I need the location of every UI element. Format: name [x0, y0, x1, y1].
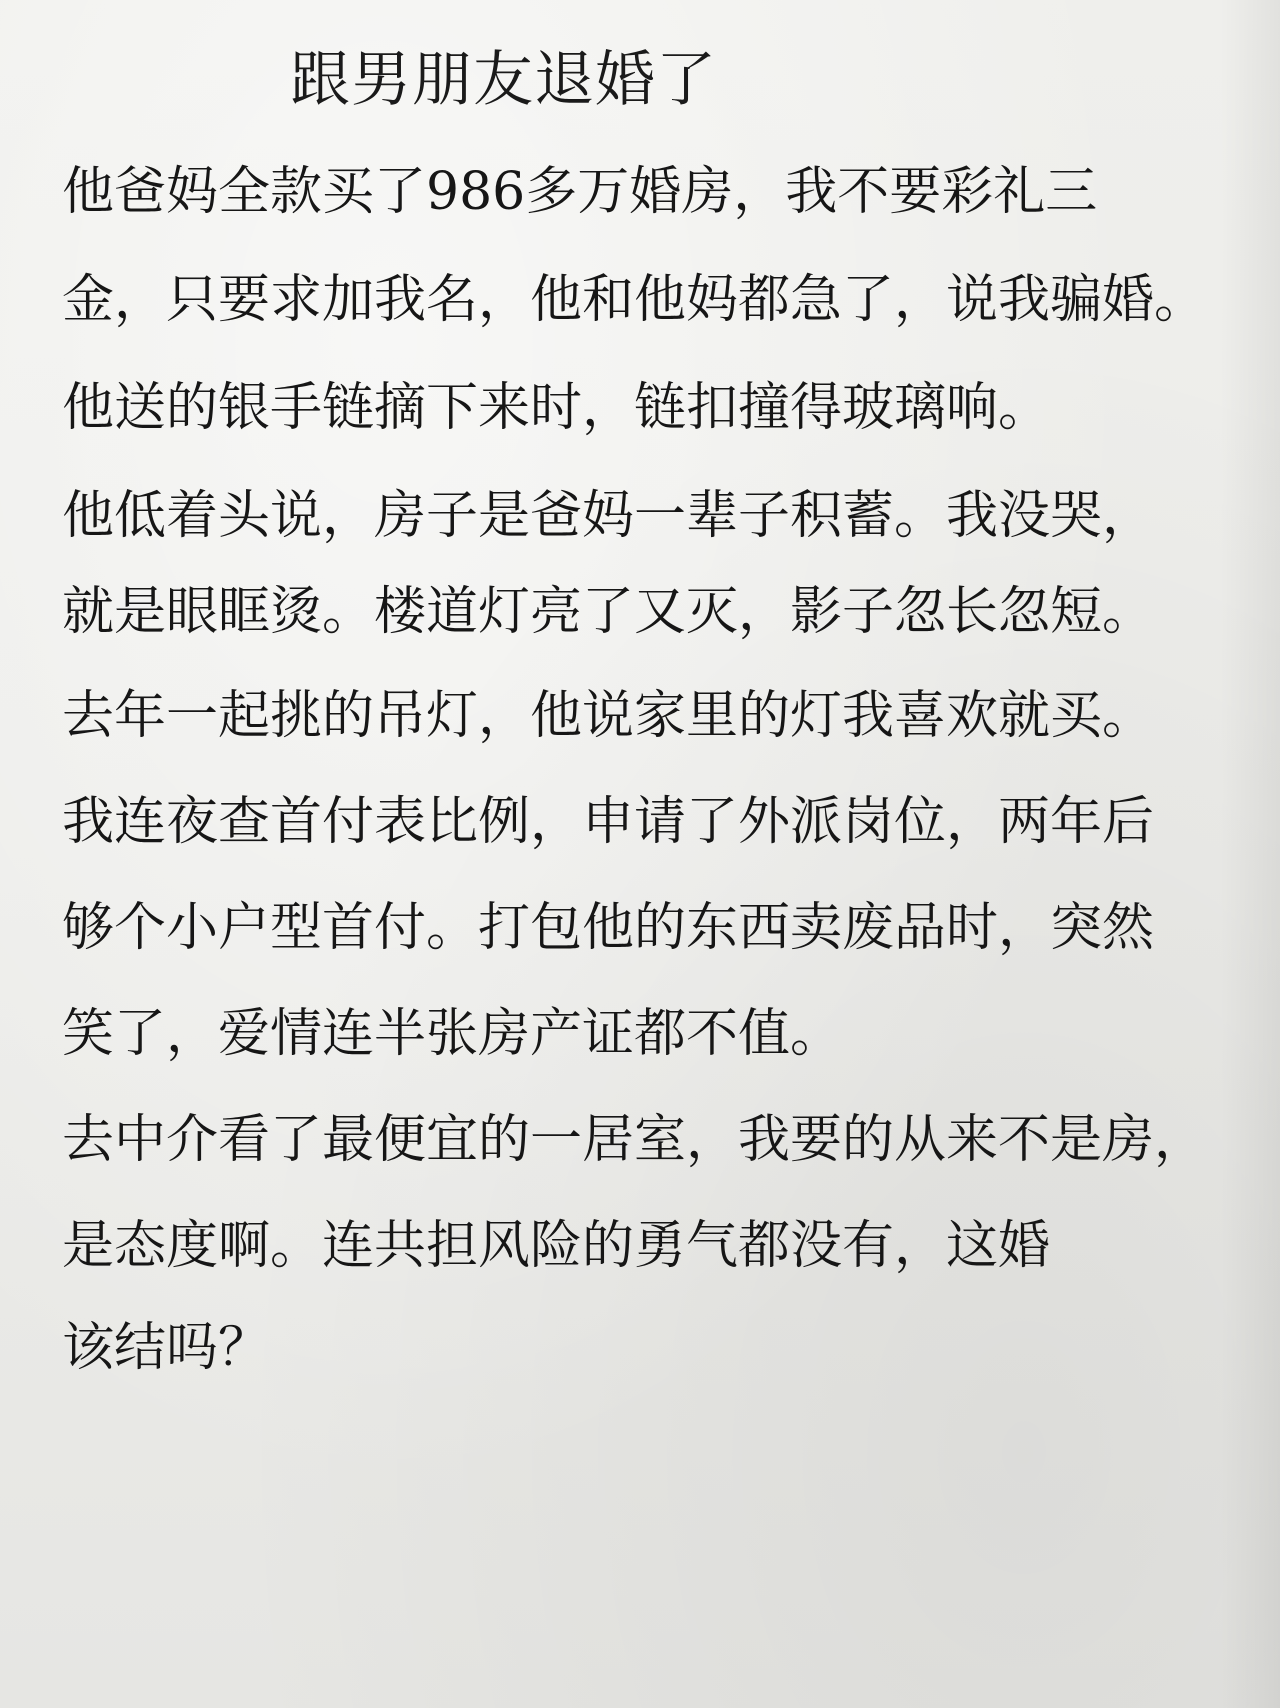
- note-line: 够个小户型首付。打包他的东西卖废品时，突然: [62, 898, 1155, 958]
- note-line: 去中介看了最便宜的一居室，我要的从来不是房，: [62, 1110, 1207, 1170]
- note-line: 是态度啊。连共担风险的勇气都没有，这婚: [62, 1216, 1051, 1276]
- note-line: 他爸妈全款买了986多万婚房，我不要彩礼三: [62, 162, 1098, 222]
- note-line: 他低着头说，房子是爸妈一辈子积蓄。我没哭，: [62, 486, 1155, 546]
- note-line: 笑了，爱情连半张房产证都不值。: [62, 1004, 843, 1064]
- note-line: 我连夜查首付表比例，申请了外派岗位，两年后: [62, 792, 1155, 852]
- note-line: 就是眼眶烫。楼道灯亮了又灭，影子忽长忽短。: [62, 582, 1155, 642]
- note-line: 他送的银手链摘下来时，链扣撞得玻璃响。: [62, 378, 1051, 438]
- note-line: 去年一起挑的吊灯，他说家里的灯我喜欢就买。: [62, 686, 1155, 746]
- page-edge-shadow: [1220, 0, 1280, 1708]
- note-line: 该结吗？: [62, 1318, 271, 1378]
- note-title: 跟男朋友退婚了: [290, 45, 717, 115]
- note-line: 金，只要求加我名，他和他妈都急了，说我骗婚。: [62, 270, 1207, 330]
